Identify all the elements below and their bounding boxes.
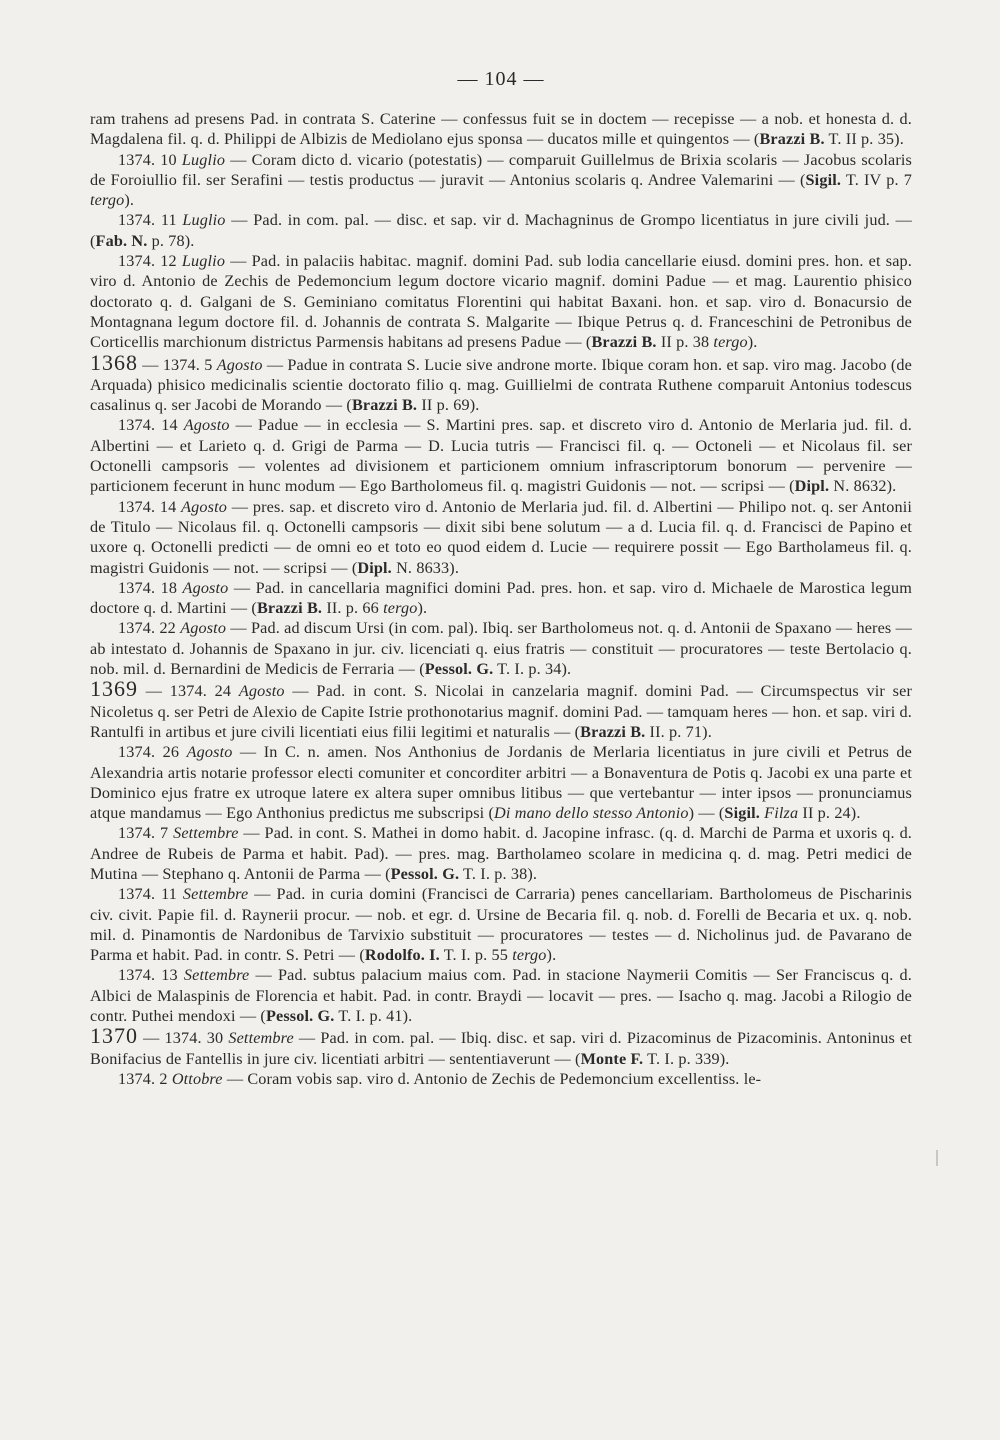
paragraph: 1374. 2 Ottobre — Coram vobis sap. viro d. Antonio de Zechis de Pedemoncium excellentiss. le- <box>118 1069 762 1088</box>
page-number: — 104 — <box>457 68 545 90</box>
paragraph: 1374. 10 Luglio — Coram dicto d. vicario (potestatis) — comparuit Guillelmus de Brixia scolaris — Jacobus scolaris de Foroiullio fil. ser Serafini — testis productus — juravit — Antonius scolaris q. Andree Valemarini — (Sigil. T. IV p. 7 tergo). <box>90 150 912 210</box>
paragraph: ram trahens ad presens Pad. in contrata S. Caterine — confessus fuit se in doctem — recepisse — a nob. et honesta d. d. Magdalena fil. q. d. Philippi de Albizis de Mediolano ejus sponsa — ducatos mille et quingentos — (Brazzi B. T. II p. 35). <box>90 110 912 149</box>
paragraph: 1374. 11 Luglio — Pad. in com. pal. — disc. et sap. vir d. Machagninus de Grompo licentiatus in jure civili jud. — (Fab. N. p. 78). <box>90 211 913 250</box>
paragraph: 1368 — 1374. 5 Agosto — Padue in contrata S. Lucie sive androne morte. Ibique coram hon. et sap. viro mag. Jacobo (de Arquada) phisico medicinalis scientie doctorato filio q. mag. Guillielmi de contrata Ruthene comparuit Antonius todescus casalinus q. ser Jacobi de Morando — (Brazzi B. II p. 69). <box>90 349 913 415</box>
paragraph: 1374. 11 Settembre — Pad. in curia domini (Francisci de Carraria) penes cancellariam. Bartholomeus de Pischarinis civ. civit. Papie fil. d. Raynerii procur. — nob. et egr. d. Ursine de Becaria fil. q. nob. d. Forelli de Becaria et ux. q. nob. mil. d. Pinamontis de Nardonibus de Tarvixio substituit — procuratores — testes — d. Nicholinus jud. de Pavarano de Parma et habit. Pad. in contr. S. Petri — (Rodolfo. I. T. I. p. 55 tergo). <box>90 885 912 965</box>
paragraph: 1374. 7 Settembre — Pad. in cont. S. Mathei in domo habit. d. Jacopine infrasc. (q. d. Marchi de Parma et uxoris q. d. Andree de Rubeis de Parma et habit. Pad). — pres. mag. Bartholameo scolare in medicina q. d. mag. Petri medici de Mutina — Stephano q. Antonii de Parma — (Pessol. G. T. I. p. 38). <box>90 824 913 883</box>
paragraph: 1374. 22 Agosto — Pad. ad discum Ursi (in com. pal). Ibiq. ser Bartholomeus not. q. d. Antonii de Spaxano — heres — ab intestato d. Johannis de Spaxano in jur. civ. licenciati q. eius fratris — constituit — procuratores — teste Bertolacio q. nob. mil. d. Bernardini de Medicis de Ferraria — (Pessol. G. T. I. p. 34). <box>90 619 912 679</box>
paragraph: 1374. 14 Agosto — pres. sap. et discreto viro d. Antonio de Merlaria jud. fil. d. Albertini — Philipo not. q. ser Antonii de Titulo — Nicolaus fil. q. Octonelli campsoris — dixit sibi bene solutum — a d. Lucia fil. q. d. Francisci de Papino et uxore q. Octonelli predicti — de omni eo et toto eo quod eidem d. Lucie — requirere possit — Ego Bartholameus fil. q. magistri Guidonis — not. — scripsi — (Dipl. N. 8633). <box>90 497 912 577</box>
paragraph: 1374. 18 Agosto — Pad. in cancellaria magnifici domini Pad. pres. hon. et sap. viro d. Michaele de Marostica legum doctore q. d. Martini — (Brazzi B. II. p. 66 tergo). <box>90 578 912 618</box>
paragraph: 1374. 13 Settembre — Pad. subtus palacium maius com. Pad. in stacione Naymerii Comitis — Ser Franciscus q. d. Albici de Malaspinis de Florencia et habit. Pad. in contr. Braydi — locavit — pres. — Isacho q. mag. Jacobi a Rilogio de contr. Puthei mendoxi — (Pessol. G. T. I. p. 41). <box>90 966 912 1026</box>
paragraph: 1369 — 1374. 24 Agosto — Pad. in cont. S. Nicolai in canzelaria magnif. domini Pad. — Circumspectus vir ser Nicoletus q. ser Petri de Alexio de Capite Istrie prothonotarius magnif. domini Pad. — tamquam heres — hon. et sap. viri d. Rantulfi in artibus et jure civili licentiati eius filii legitimi et naturalis — (Brazzi B. II. p. 71). <box>90 676 912 741</box>
paragraph: 1374. 12 Luglio — Pad. in palaciis habitac. magnif. domini Pad. sub lodia cancellarie eiusd. domini pres. hon. et sap. viro d. Antonio de Zechis de Pedemoncium legum doctore vicario magnif. domini Padue — et mag. Laurentio phisico doctorato q. d. Galgani de S. Geminiano comitatus Florentini qui habitat Baxani. hon. et sap. viro d. Bonacursio de Montagnana legum doctore fil. d. Johannis de contrata S. Malgarite — Ibique Petrus q. d. Franceschini de Petronibus de Corticellis marchionum districtus Parmensis habitans ad presens Padue — (Brazzi B. II p. 38 tergo). <box>90 252 912 352</box>
margin-mark <box>936 1150 938 1166</box>
paragraph: 1370 — 1374. 30 Settembre — Pad. in com. pal. — Ibiq. disc. et sap. viri d. Pizacominus de Pizacominis. Antoninus et Bonifacius de Fantellis in jure civ. licentiati arbitri — sententiaverunt — (Monte F. T. I. p. 339). <box>90 1023 912 1068</box>
paragraph: 1374. 14 Agosto — Padue — in ecclesia — S. Martini pres. sap. et discreto viro d. Antonio de Merlaria jud. fil. d. Albertini — et Larieto q. d. Grigi de Parma — D. Lucia tutris — Francisci fil. q. — Octoneli — et Nicolaus fil. ser Octonelli campsoris — volentes ad divisionem et particionem omnium infrascriptorum bonorum — pervenire — particionem fecerunt in hunc modum — Ego Bartholomeus fil. q. magistri Guidonis — not. — scripsi — (Dipl. N. 8632). <box>90 416 912 496</box>
body-text <box>90 109 912 1089</box>
paragraph: 1374. 26 Agosto — In C. n. amen. Nos Anthonius de Jordanis de Merlaria licentiatus in jure civili et Petrus de Alexandria artis notarie professor electi comuniter et concorditer arbitri — a Bonaventura de Potis q. Jacobi ex una parte et Dominico ejus fratre ex utroque latere ex altera super omnibus litibus — que vertebantur — inter ipsos — pronunciamus atque mandamus — Ego Anthonius predictus me subscripsi (Di mano dello stesso Antonio) — (Sigil. Filza II p. 24). <box>90 743 912 823</box>
